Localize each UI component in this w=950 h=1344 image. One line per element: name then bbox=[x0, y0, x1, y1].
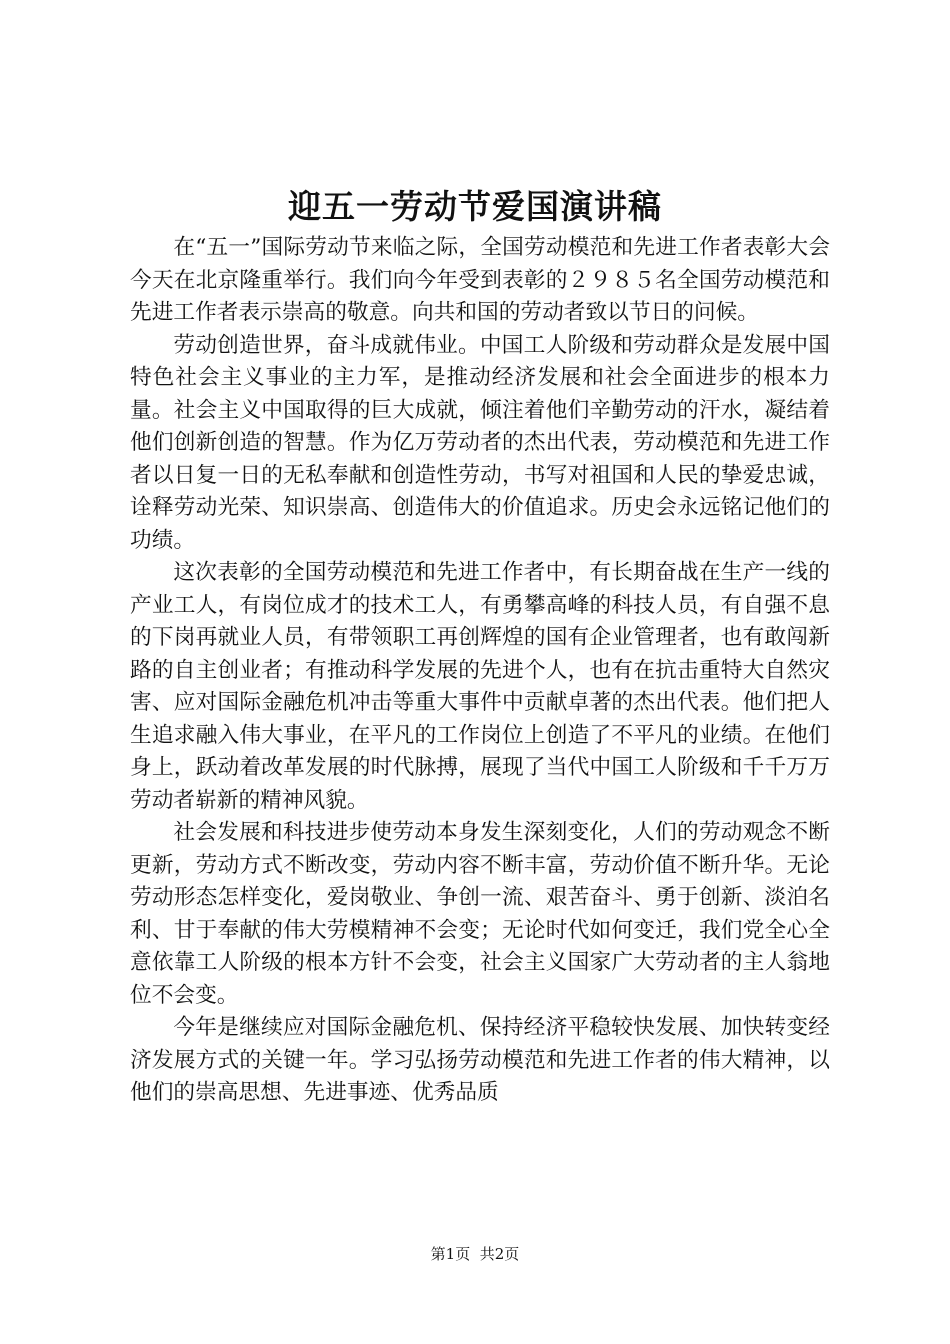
footer-spacer bbox=[470, 1245, 480, 1263]
paragraph: 劳动创造世界，奋斗成就伟业。中国工人阶级和劳动群众是发展中国特色社会主义事业的主力军，是推动经济发展和社会全面进步的根本力量。社会主义中国取得的巨大成就，倾注着他们辛勤劳动的汗水，凝结着他们创新创造的智慧。作为亿万劳动者的杰出代表，劳动模范和先进工作者以日复一日的无私奉献和创造性劳动，书写对祖国和人民的挚爱忠诚，诠释劳动光荣、知识崇高、创造伟大的价值追求。历史会永远铭记他们的功绩。 bbox=[130, 332, 830, 553]
total-pages: 共2页 bbox=[479, 1245, 520, 1263]
paragraph: 今年是继续应对国际金融危机、保持经济平稳较快发展、加快转变经济发展方式的关键一年。学习弘扬劳动模范和先进工作者的伟大精神，以他们的崇高思想、先进事迹、优秀品质 bbox=[130, 1015, 830, 1105]
document-body bbox=[130, 232, 830, 1110]
page-number: 第1页 bbox=[430, 1245, 471, 1263]
document-title: 迎五一劳动节爱国演讲稿 bbox=[288, 187, 662, 226]
page-footer bbox=[0, 1244, 950, 1264]
paragraph: 社会发展和科技进步使劳动本身发生深刻变化，人们的劳动观念不断更新，劳动方式不断改变，劳动内容不断丰富，劳动价值不断升华。无论劳动形态怎样变化，爱岗敬业、争创一流、艰苦奋斗、勇于创新、淡泊名利、甘于奉献的伟大劳模精神不会变；无论时代如何变迁，我们党全心全意依靠工人阶级的根本方针不会变，社会主义国家广大劳动者的主人翁地位不会变。 bbox=[130, 820, 830, 1008]
paragraph: 在“五一”国际劳动节来临之际，全国劳动模范和先进工作者表彰大会今天在北京隆重举行。我们向今年受到表彰的２９８５名全国劳动模范和先进工作者表示崇高的敬意。向共和国的劳动者致以节日的问候。 bbox=[130, 235, 830, 325]
paragraph: 这次表彰的全国劳动模范和先进工作者中，有长期奋战在生产一线的产业工人，有岗位成才的技术工人，有勇攀高峰的科技人员，有自强不息的下岗再就业人员，有带领职工再创辉煌的国有企业管理者，也有敢闯新路的自主创业者；有推动科学发展的先进个人，也有在抗击重特大自然灾害、应对国际金融危机冲击等重大事件中贡献卓著的杰出代表。他们把人生追求融入伟大事业，在平凡的工作岗位上创造了不平凡的业绩。在他们身上，跃动着改革发展的时代脉搏，展现了当代中国工人阶级和千千万万劳动者崭新的精神风貌。 bbox=[130, 560, 830, 813]
